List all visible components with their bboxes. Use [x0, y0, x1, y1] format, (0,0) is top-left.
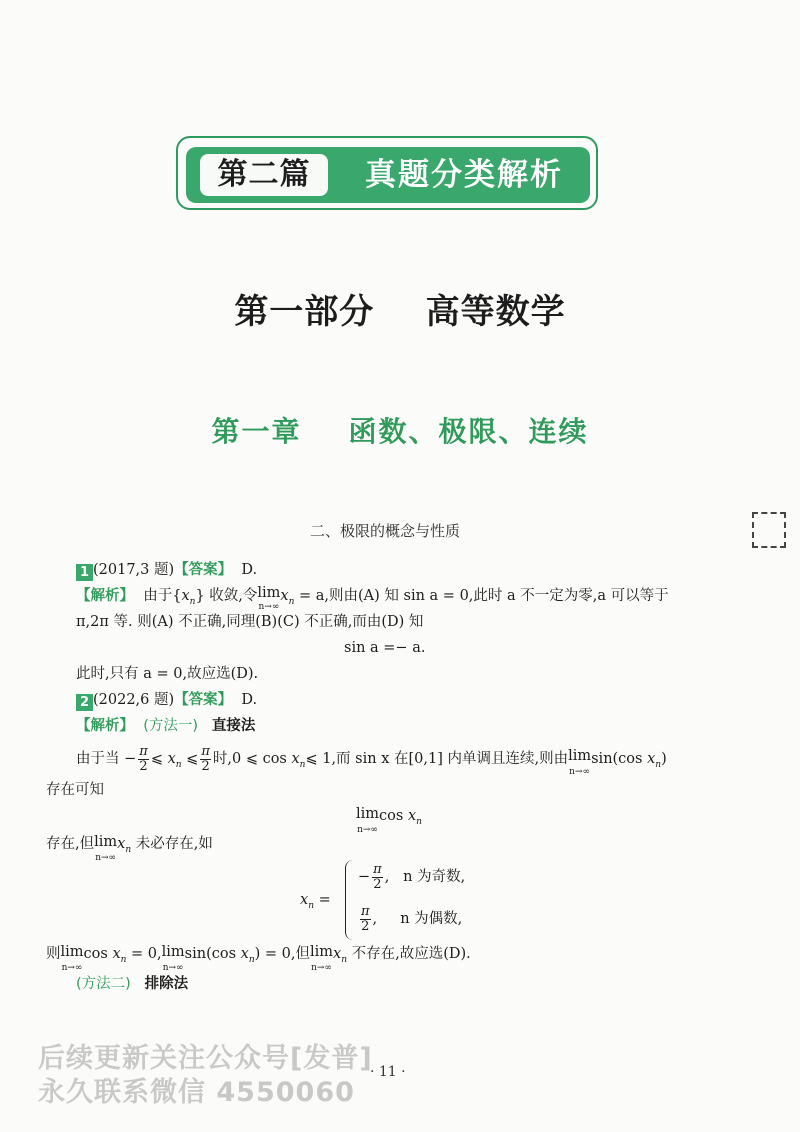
- q2-method1-name: 直接法: [211, 718, 256, 734]
- q2-answer: D.: [241, 692, 258, 708]
- q2-text: 由于当 −: [76, 751, 137, 767]
- fraction-pi-over-2: [200, 745, 211, 773]
- lim-sub: n→∞: [311, 963, 332, 973]
- q2-text: ) = 0,但: [254, 946, 310, 962]
- math-x: x: [291, 751, 300, 767]
- math-x: x: [647, 751, 656, 767]
- q2-analysis-tag: 【解析】: [76, 718, 134, 734]
- q2-header: [76, 690, 257, 711]
- math-x: x: [181, 588, 190, 604]
- frac-denominator: 2: [373, 876, 382, 892]
- q2-method2-tag: (方法二): [76, 976, 131, 992]
- piecewise-lhs: $x_n$ =: [300, 892, 331, 911]
- math-n: n: [288, 596, 295, 607]
- q2-number-badge: 2: [76, 694, 93, 711]
- q2-line-3: [46, 834, 213, 866]
- q2-text: sin(cos: [591, 751, 643, 767]
- math-n: n: [655, 759, 662, 770]
- math-x: x: [280, 588, 289, 604]
- q2-text: ⩽: [186, 751, 199, 767]
- minus-sign: −: [358, 869, 371, 885]
- math-n: n: [341, 954, 347, 965]
- q2-line-1: [76, 744, 667, 780]
- q2-text: 未必存在,如: [135, 836, 213, 852]
- math-x: x: [333, 946, 342, 962]
- math-n: n: [299, 759, 306, 770]
- math-n: n: [248, 954, 255, 965]
- lim: lim: [257, 585, 281, 601]
- lim: lim: [60, 944, 84, 960]
- lim-sub: n→∞: [357, 825, 378, 835]
- q1-number-badge: 1: [76, 564, 93, 581]
- lim: lim: [568, 748, 592, 764]
- q2-answer-tag: 【答案】: [174, 692, 233, 708]
- math-x: x: [117, 836, 126, 852]
- watermark-line-2: 永久联系微信 4550060: [38, 1077, 355, 1108]
- comma: ,: [384, 869, 390, 885]
- q1-text: } 收敛,令: [195, 588, 258, 604]
- q2-line-4: [46, 944, 471, 976]
- section-title: 二、极限的概念与性质: [309, 522, 460, 540]
- side-marker: [752, 512, 786, 548]
- limit-expr: [61, 944, 84, 976]
- limit-expr: [94, 834, 117, 866]
- math-n: n: [189, 596, 196, 607]
- q2-text: 时,0 ⩽ cos: [212, 751, 287, 767]
- q1-answer: D.: [241, 562, 258, 578]
- fraction-pi-over-2: [360, 905, 371, 933]
- case-condition: n 为偶数,: [400, 911, 463, 927]
- q2-line-2: 存在可知: [46, 782, 104, 798]
- q2-text: ⩽ 1,而 sin x 在[0,1] 内单调且连续,则由: [305, 751, 569, 767]
- q2-text: sin(cos: [184, 946, 237, 962]
- q2-method1-line: [76, 716, 255, 736]
- q2-text: 不存在,故应选(D).: [351, 946, 471, 962]
- q2-formula-1: [356, 806, 422, 838]
- fraction-pi-over-2: [138, 745, 149, 773]
- q2-method2-name: 排除法: [144, 976, 189, 992]
- part-label: 第二篇: [217, 157, 311, 192]
- part-banner-title: 真题分类解析: [365, 157, 563, 193]
- frac-denominator: 2: [139, 758, 148, 774]
- frac-denominator: 2: [201, 758, 210, 774]
- lim-sub: n→∞: [95, 853, 117, 863]
- math-x: x: [407, 808, 417, 824]
- frac-numerator: π: [361, 903, 370, 919]
- lim-sub: n→∞: [569, 767, 591, 777]
- limit-expr: [162, 944, 185, 976]
- q2-text: cos: [83, 946, 108, 962]
- q1-analysis-line-2: π,2π 等. 则(A) 不正确,同理(B)(C) 不正确,而由(D) 知: [76, 614, 424, 630]
- q2-text: 则: [46, 946, 61, 962]
- lim: lim: [161, 944, 185, 960]
- q1-conclusion: 此时,只有 a = 0,故应选(D).: [76, 666, 259, 682]
- q1-formula: sin a =− a.: [344, 640, 426, 656]
- piecewise-brace: [345, 860, 356, 940]
- q1-analysis-line-1: [76, 586, 669, 614]
- q2-text: 存在,但: [46, 836, 95, 852]
- frac-numerator: π: [373, 861, 382, 877]
- fraction-pi-over-2: [372, 863, 383, 891]
- math-x: x: [300, 892, 309, 908]
- math-x: x: [167, 751, 176, 767]
- lim-sub: n→∞: [162, 963, 184, 973]
- case-condition: n 为奇数,: [403, 869, 466, 885]
- part-title: 第一部分 高等数学: [234, 292, 566, 332]
- watermark-line-1: 后续更新关注公众号[发普]: [38, 1043, 373, 1074]
- math-x: x: [240, 946, 249, 962]
- lim: lim: [309, 944, 334, 960]
- frac-denominator: 2: [361, 918, 370, 934]
- q2-text: = 0,: [126, 946, 162, 962]
- math-n: n: [175, 759, 182, 770]
- lim: lim: [94, 834, 118, 850]
- q1-source: (2017,3 题): [93, 562, 175, 578]
- limit-expr: [568, 748, 591, 780]
- chapter-title: 第一章 函数、极限、连续: [211, 415, 589, 448]
- math-x: x: [112, 946, 121, 962]
- q2-method2-line: [76, 974, 188, 994]
- piecewise-case-2: [358, 904, 462, 934]
- math-n: n: [125, 844, 132, 855]
- q1-header: [76, 560, 257, 581]
- q2-text: ⩽: [150, 751, 163, 767]
- comma: ,: [372, 911, 378, 927]
- limit-expr: [310, 944, 333, 976]
- q1-answer-tag: 【答案】: [174, 562, 233, 578]
- page-number: · 11 ·: [370, 1064, 406, 1080]
- q2-text: cos: [379, 808, 404, 824]
- q2-method1-tag: (方法一): [143, 718, 199, 734]
- lim-sub: n→∞: [61, 963, 83, 973]
- frac-numerator: π: [139, 743, 148, 759]
- q1-text: 由于{: [143, 588, 182, 604]
- math-n: n: [416, 816, 422, 827]
- piecewise-case-1: [358, 862, 465, 892]
- limit-expr: [356, 806, 379, 838]
- lim-sub: n→∞: [258, 602, 280, 612]
- math-n: n: [120, 954, 127, 965]
- q2-text: ): [661, 751, 667, 767]
- math-n: n: [308, 900, 314, 911]
- limit-expr: [257, 586, 280, 614]
- q2-source: (2022,6 题): [93, 692, 175, 708]
- q1-analysis-tag: 【解析】: [76, 588, 134, 604]
- frac-numerator: π: [201, 743, 210, 759]
- lim: lim: [356, 806, 380, 822]
- q1-text: = a,则由(A) 知 sin a = 0,此时 a 不一定为零,a 可以等于: [294, 588, 669, 604]
